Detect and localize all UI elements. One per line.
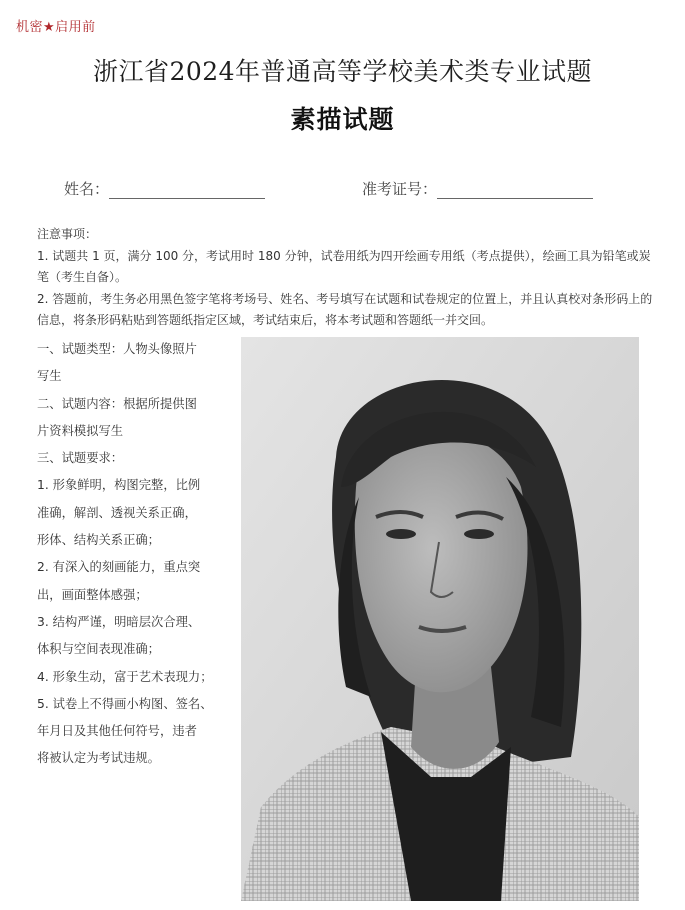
name-blank-line[interactable] <box>109 180 265 199</box>
requirement-line: 二、试题内容：根据所提供图 <box>37 396 197 411</box>
requirement-line: 1. 形象鲜明，构图完整，比例 <box>37 478 201 493</box>
ticket-number-label: 准考证号： <box>362 180 438 198</box>
requirement-line: 将被认定为考试违规。 <box>37 751 160 766</box>
notice-heading: 注意事项： <box>37 227 98 241</box>
requirement-line: 3. 结构严谨，明暗层次合理、 <box>37 614 201 629</box>
requirement-line: 写生 <box>37 369 62 384</box>
requirement-line: 形体、结构关系正确； <box>37 533 160 548</box>
exam-subtitle: 素描试题 <box>290 105 395 134</box>
name-field <box>64 178 265 199</box>
requirement-line: 出，画面整体感强； <box>37 587 148 602</box>
requirement-line: 年月日及其他任何符号，违者 <box>37 724 197 739</box>
requirements-section <box>37 336 233 773</box>
confidential-label: 机密★启用前 <box>16 20 96 35</box>
portrait-illustration <box>241 337 639 901</box>
notice-item-1: 1. 试题共 1 页，满分 100 分，考试用时 180 分钟，试卷用纸为四开绘画专用纸（考点提供），绘画工具为铅笔或炭笔（考生自备）。 <box>37 248 651 284</box>
ticket-number-field <box>362 178 593 199</box>
name-label: 姓名： <box>64 180 110 198</box>
requirement-line: 一、试题类型：人物头像照片 <box>37 342 197 356</box>
exam-title: 浙江省2024年普通高等学校美术类专业试题 <box>92 57 593 86</box>
requirement-line: 体积与空间表现准确； <box>37 642 160 657</box>
requirement-line: 三、试题要求： <box>37 451 124 466</box>
ticket-number-blank-line[interactable] <box>437 180 593 199</box>
requirement-line: 准确，解剖、透视关系正确， <box>37 505 197 520</box>
requirement-line: 2. 有深入的刻画能力，重点突 <box>37 560 201 575</box>
requirement-line: 片资料模拟写生 <box>37 423 124 438</box>
notice-section <box>37 224 662 332</box>
portrait-photo <box>241 337 639 901</box>
notice-item-2: 2. 答题前，考生务必用黑色签字笔将考场号、姓名、考号填写在试题和试卷规定的位置上，并且认真校对条形码上的信息，将条形码粘贴到答题纸指定区域，考试结束后，将本考试题和答题纸一并交回。 <box>37 291 653 327</box>
requirement-line: 4. 形象生动，富于艺术表现力； <box>37 669 213 684</box>
requirement-line: 5. 试卷上不得画小构图、签名、 <box>37 696 213 711</box>
